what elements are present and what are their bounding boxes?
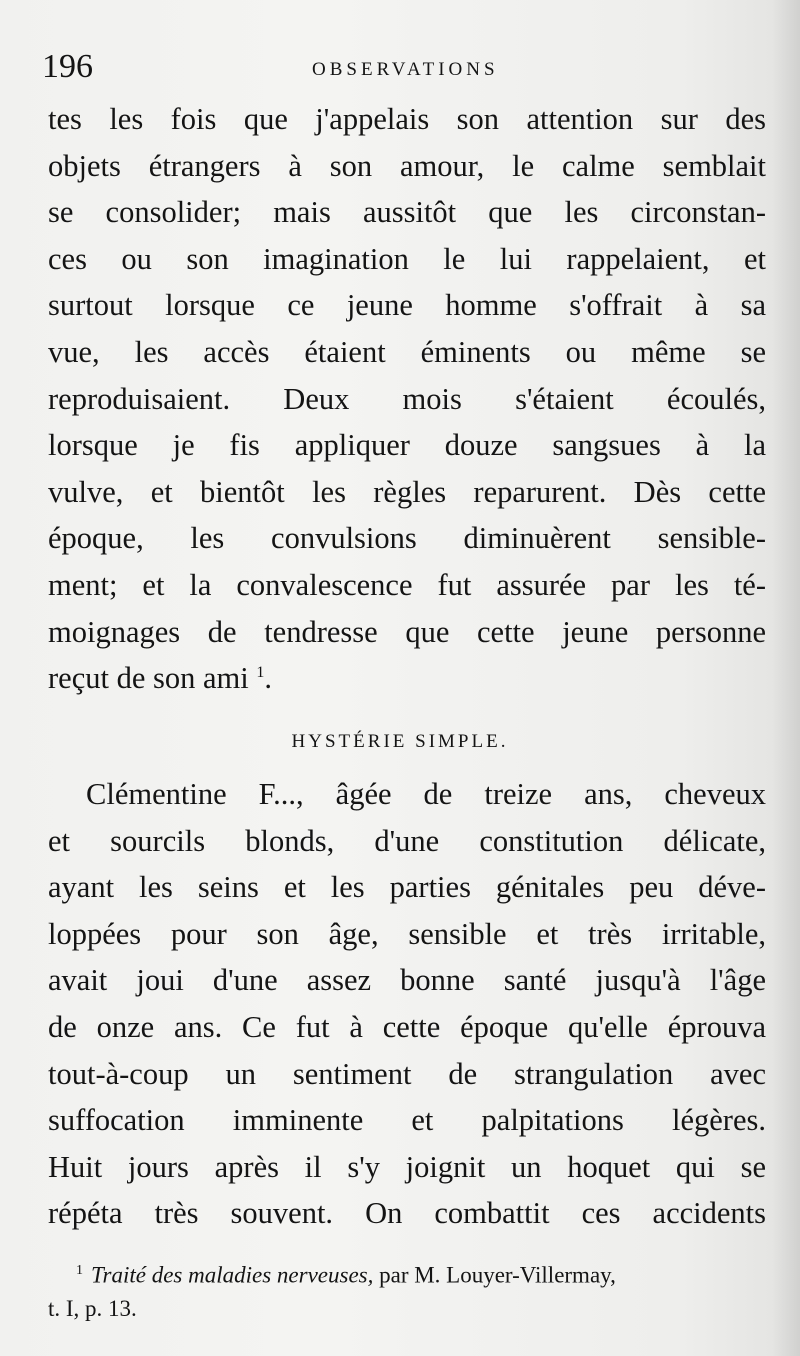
- text-line: vue, les accès étaient éminents ou même se: [48, 334, 766, 369]
- text-line: répéta très souvent. On combattit ces accidents: [48, 1196, 766, 1231]
- text-line: reproduisaient. Deux mois s'étaient écoulés,: [48, 381, 766, 416]
- page-edge-shadow: [772, 0, 800, 1356]
- page-number: 196: [42, 48, 93, 85]
- footnote: [48, 1252, 766, 1328]
- last-line-text: reçut de son ami: [48, 661, 249, 696]
- paragraph-2: [48, 771, 766, 1237]
- text-line: ayant les seins et les parties génitales peu déve-: [48, 870, 766, 905]
- footnote-title: Traité des maladies nerveuses,: [91, 1262, 374, 1288]
- text-line: Clémentine F..., âgée de treize ans, cheveux: [86, 777, 766, 811]
- paragraph-1: [48, 96, 766, 702]
- text-line: époque, les convulsions diminuèrent sensible-: [48, 521, 766, 556]
- text-line: suffocation imminente et palpitations légères.: [48, 1103, 766, 1138]
- text-line: de onze ans. Ce fut à cette époque qu'elle éprouva: [48, 1009, 766, 1044]
- text-line: surtout lorsque ce jeune homme s'offrait à sa: [48, 288, 766, 323]
- text-line: avait joui d'une assez bonne santé jusqu'à l'âge: [48, 963, 766, 998]
- text-line: ces ou son imagination le lui rappelaient, et: [48, 241, 766, 276]
- text-line: objets étrangers à son amour, le calme semblait: [48, 148, 766, 183]
- footnote-reference-line: t. I, p. 13.: [48, 1296, 137, 1321]
- footnote-reference: 1: [256, 663, 265, 681]
- text-line: vulve, et bientôt les règles reparurent. Dès cette: [48, 474, 766, 509]
- text-line: ment; et la convalescence fut assurée par les té-: [48, 567, 766, 602]
- text-line: loppées pour son âge, sensible et très irritable,: [48, 916, 766, 951]
- text-line: et sourcils blonds, d'une constitution délicate,: [48, 823, 766, 858]
- footnote-author: par M. Louyer-Villermay,: [379, 1262, 616, 1288]
- text-line: Huit jours après il s'y joignit un hoquet qui se: [48, 1149, 766, 1184]
- text-line: lorsque je fis appliquer douze sangsues à la: [48, 428, 766, 463]
- text-line: se consolider; mais aussitôt que les circonstan-: [48, 195, 766, 230]
- text-line: moignages de tendresse que cette jeune personne: [48, 614, 766, 649]
- footnote-line: [48, 1252, 766, 1290]
- text-line: tes les fois que j'appelais son attention sur des: [48, 102, 766, 136]
- section-heading: HYSTÉRIE SIMPLE.: [291, 731, 509, 752]
- text-line-last: reçut de son ami $^1$.: [48, 661, 272, 696]
- footnote-marker: 1: [76, 1263, 83, 1278]
- running-head-title: OBSERVATIONS: [312, 59, 499, 80]
- running-head: [42, 42, 772, 92]
- text-line: tout-à-coup un sentiment de strangulation avec: [48, 1056, 766, 1091]
